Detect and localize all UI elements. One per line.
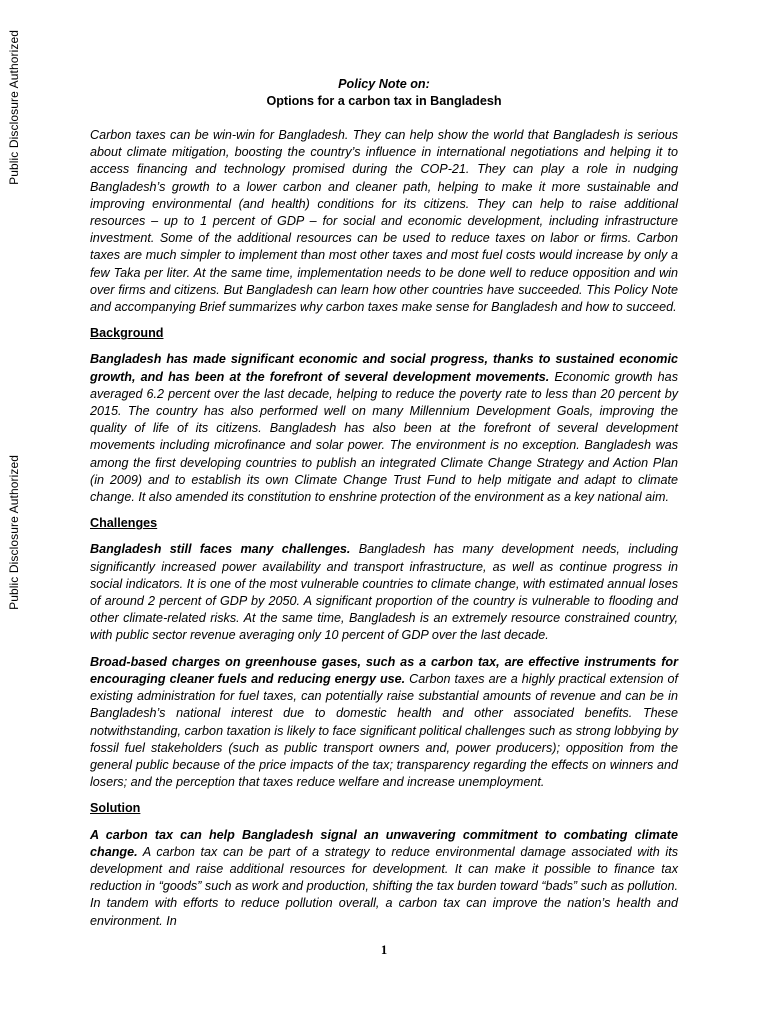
challenges-lead-2: Broad-based charges on greenhouse gases, such as a carbon tax, are effective instruments for encouraging cleaner fuels and reducing energy use.: [90, 654, 678, 686]
title-line-2: Options for a carbon tax in Bangladesh: [266, 94, 502, 108]
intro-paragraph: Carbon taxes can be win-win for Bangladesh. They can help show the world that Bangladesh is serious about climate mitigation, boosting the country’s influence in international negotiations and helping it to access financing and technology promised during the COP-21. They can play a role in nudging Bangladesh’s growth to a lower carbon and cleaner path, helping to make it more sustainable and improving environmental (and health) conditions for its citizens. They can help to raise additional resources – up to 1 percent of GDP – for social and economic development, including infrastructure investment. Some of the additional resources can be used to reduce taxes on labor or firms. Carbon taxes are much simpler to implement than most other taxes and most fuel costs would increase by only a few Taka per liter. At the same time, implementation needs to be done well to reduce opposition and win over firms and citizens. But Bangladesh can learn how other countries have succeeded. This Policy Note and accompanying Brief summarizes why carbon taxes make sense for Bangladesh and how to succeed.: [90, 128, 678, 315]
background-heading: Background: [90, 326, 164, 341]
document-title: [90, 76, 678, 110]
challenges-lead-1: Bangladesh still faces many challenges.: [90, 542, 351, 557]
page-number: 1: [380, 943, 388, 957]
title-line-1: Policy Note on:: [338, 77, 430, 91]
background-lead: Bangladesh has made significant economic and social progress, thanks to sustained economic growth, and has been at the forefront of several development movements.: [90, 352, 678, 384]
solution-body: A carbon tax can be part of a strategy to reduce environmental damage associated with its development and raise additional resources for development. It can make it possible to finance tax reduction in “goods” such as work and production, shifting the tax burden toward “bads” such as pollution. In tandem with efforts to reduce pollution overall, a carbon tax can improve the nation’s health and environment. In: [90, 844, 678, 928]
challenges-heading: Challenges: [90, 516, 158, 531]
background-body: Economic growth has averaged 6.2 percent over the last decade, helping to reduce the poverty rate to less than 20 percent by 2015. The country has also performed well on many Millennium Development Goals, improving the quality of life of its citizens. Bangladesh has also been at the forefront of several development movements including microfinance and solar power. The environment is no exception. Bangladesh was among the first developing countries to publish an integrated Climate Change Strategy and Action Plan (in 2009) and to establish its own Climate Change Trust Fund to help mitigate and adapt to climate change. It also amended its constitution to enshrine protection of the environment as a key national aim.: [90, 369, 678, 505]
background-paragraph: [90, 351, 678, 506]
solution-paragraph: [90, 827, 678, 930]
challenges-paragraph-1: [90, 541, 678, 644]
challenges-paragraph-2: [90, 654, 678, 792]
disclosure-stamp-top: Public Disclosure Authorized: [7, 30, 21, 185]
disclosure-stamp-middle: Public Disclosure Authorized: [7, 455, 21, 610]
challenges-body-2: Carbon taxes are a highly practical extension of existing administration for fuel taxes, can potentially raise substantial amounts of revenue and can be in Bangladesh’s national interest due to domestic health and other associated benefits. These notwithstanding, carbon taxation is likely to face significant political challenges such as strong lobbying by fossil fuel stakeholders (such as public transport owners and, power producers); opposition from the general public because of the price impacts of the tax; transparency regarding the effects on winners and losers; and the perception that taxes reduce welfare and increase unemployment.: [90, 671, 678, 790]
challenges-body-1: Bangladesh has many development needs, including significantly increased power availability and transport infrastructure, as well as continue progress in social indicators. It is one of the most vulnerable countries to climate change, with estimated annual loses of around 2 percent of GDP by 2050. A significant proportion of the country is vulnerable to flooding and other climate-related risks. At the same time, Bangladesh is an extremely resource constrained country, with public sector revenue averaging only 10 percent of GDP over the last decade.: [90, 542, 678, 643]
solution-heading: Solution: [90, 801, 141, 816]
document-body: [90, 76, 678, 939]
solution-lead: A carbon tax can help Bangladesh signal an unwavering commitment to combating climate change.: [90, 827, 678, 859]
